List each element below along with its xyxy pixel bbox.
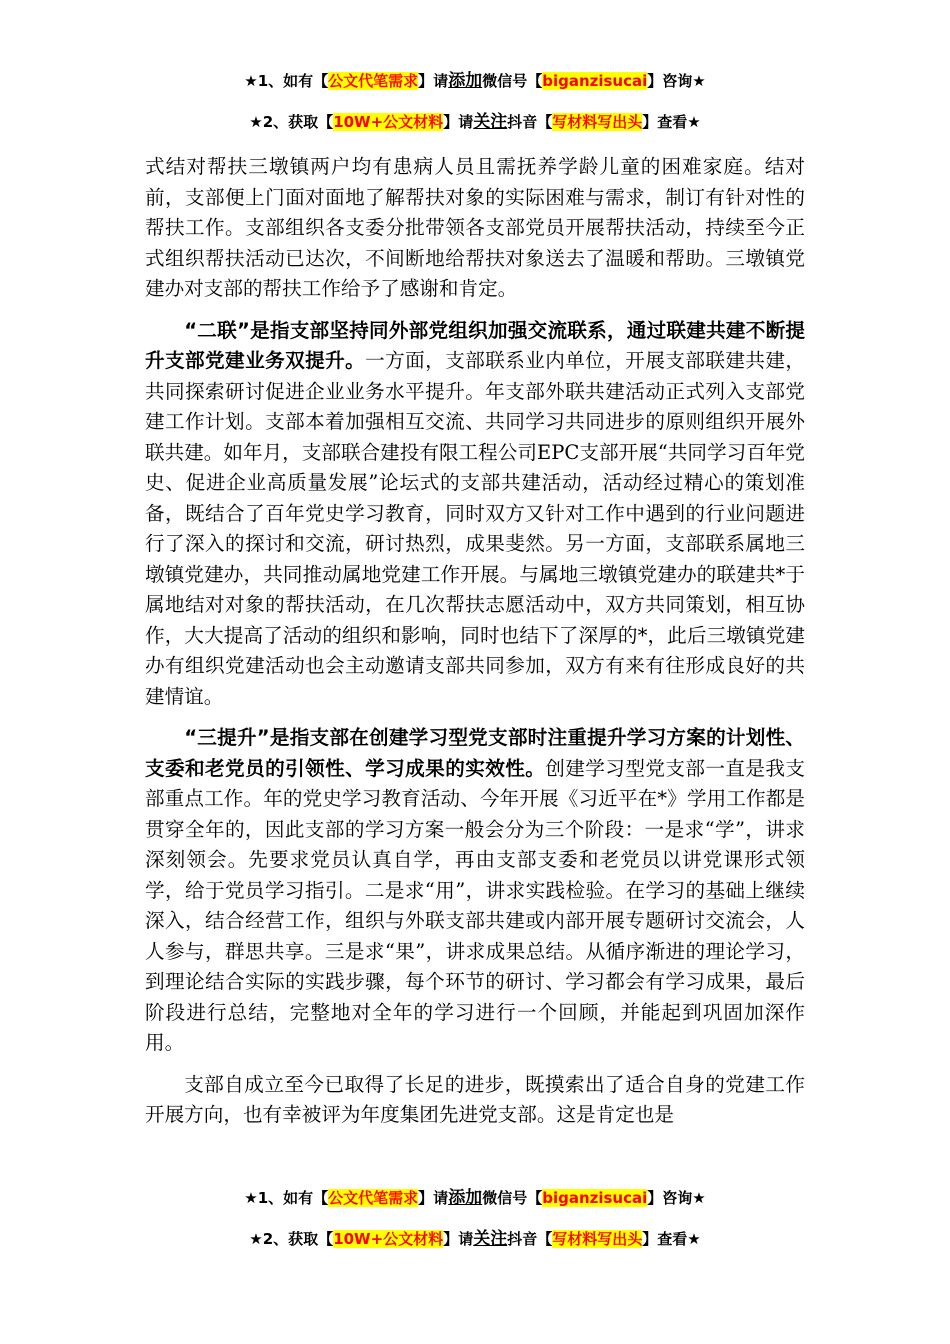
banner-text: 】请 (443, 1230, 474, 1248)
banner-text: ★1、如有【 (244, 1189, 329, 1207)
banner-text: 】请 (443, 113, 474, 131)
banner-emphasis: 关注 (473, 112, 508, 132)
banner-highlight: 公文代笔需求 (328, 1189, 419, 1207)
banner-text: 】咨询★ (647, 1189, 706, 1207)
banner-text: 抖音【 (507, 1230, 553, 1248)
paragraph-3 (145, 723, 805, 1059)
banner-text: 】请 (418, 72, 449, 90)
paragraph-1: 式结对帮扶三墩镇两户均有患病人员且需抚养学龄儿童的困难家庭。结对前，支部便上门面对面地了解帮扶对象的实际困难与需求，制订有针对性的帮扶工作。支部组织各支委分批带领各支部党员开展帮扶活动，持续至今正式组织帮扶活动已达次，不间断地给帮扶对象送去了温暖和帮助。三墩镇党建办对支部的帮扶工作给予了感谢和肯定。 (145, 155, 805, 300)
banner-text: 微信号【 (482, 1189, 543, 1207)
banner-highlight: 10W+公文材料 (333, 113, 444, 131)
banner-text: 】咨询★ (647, 72, 706, 90)
banner-text: 抖音【 (507, 113, 553, 131)
banner-text: ★2、获取【 (249, 113, 334, 131)
banner-wechat-id: biganzisucai (542, 1189, 648, 1207)
banner-highlight: 公文代笔需求 (328, 72, 419, 90)
banner-emphasis: 添加 (448, 71, 483, 91)
banner-bottom-line2 (0, 1228, 950, 1250)
banner-text: ★2、获取【 (249, 1230, 334, 1248)
paragraph-2 (145, 316, 805, 713)
banner-wechat-id: biganzisucai (542, 72, 648, 90)
paragraph-3-text: 创建学习型党支部一直是我支部重点工作。年的党史学习教育活动、今年开展《习近平在*》学用工作都是贯穿全年的，因此支部的学习方案一般会分为三个阶段：一是求“学”，讲求深刻领会。先要求党员认真自学，再由支部支委和老党员以讲党课形式领学，给于党员学习指引。二是求“用”，讲求实践检验。在学习的基础上继续深入，结合经营工作，组织与外联支部共建或内部开展专题研讨交流会，人人参与，群思共享。三是求“果”，讲求成果总结。从循序渐进的理论学习，到理论结合实际的实践步骤，每个环节的研讨、学习都会有学习成果，最后阶段进行总结，完整地对全年的学习进行一个回顾，并能起到巩固加深作用。 (145, 756, 806, 1054)
banner-text: 】查看★ (642, 1230, 701, 1248)
banner-text: ★1、如有【 (244, 72, 329, 90)
banner-emphasis: 添加 (448, 1188, 483, 1208)
banner-top-line1 (0, 70, 950, 92)
banner-bottom-line1 (0, 1187, 950, 1209)
banner-douyin-id: 写材料写出头 (552, 1230, 643, 1248)
banner-text: 微信号【 (482, 72, 543, 90)
paragraph-3-heading: “三提升”是指支部在创建学习型党支部时注重提升学习方案的计划性、支委和老党员的引领性、学习成果的实效性。 (145, 726, 805, 780)
paragraph-4: 支部自成立至今已取得了长足的进步，既摸索出了适合自身的党建工作开展方向，也有幸被评为年度集团先进党支部。这是肯定也是 (145, 1072, 805, 1126)
banner-emphasis: 关注 (473, 1229, 508, 1249)
banner-text: 】查看★ (642, 113, 701, 131)
paragraph-2-heading: “二联”是指支部坚持同外部党组织加强交流联系，通过联建共建不断提升支部党建业务双提升。 (145, 318, 805, 372)
banner-text: 】请 (418, 1189, 449, 1207)
banner-top-line2 (0, 111, 950, 133)
paragraph-2-text: 一方面，支部联系业内单位，开展支部联建共建，共同探索研讨促进企业业务水平提升。年支部外联共建活动正式列入支部党建工作计划。支部本着加强相互交流、共同学习共同进步的原则组织开展外联共建。如年月，支部联合建投有限工程公司EPC支部开展“共同学习百年党史、促进企业高质量发展”论坛式的支部共建活动，活动经过精心的策划准备，既结合了百年党史学习教育，同时双方又针对工作中遇到的行业问题进行了深入的探讨和交流，研讨热烈，成果斐然。另一方面，支部联系属地三墩镇党建办，共同推动属地党建工作开展。与属地三墩镇党建办的联建共*于属地结对对象的帮扶活动，在几次帮扶志愿活动中，双方共同策划，相互协作，大大提高了活动的组织和影响，同时也结下了深厚的*，此后三墩镇党建办有组织党建活动也会主动邀请支部共同参加，双方有来有往形成良好的共建情谊。 (145, 349, 806, 708)
document-body (145, 152, 805, 1142)
banner-highlight: 10W+公文材料 (333, 1230, 444, 1248)
banner-douyin-id: 写材料写出头 (552, 113, 643, 131)
